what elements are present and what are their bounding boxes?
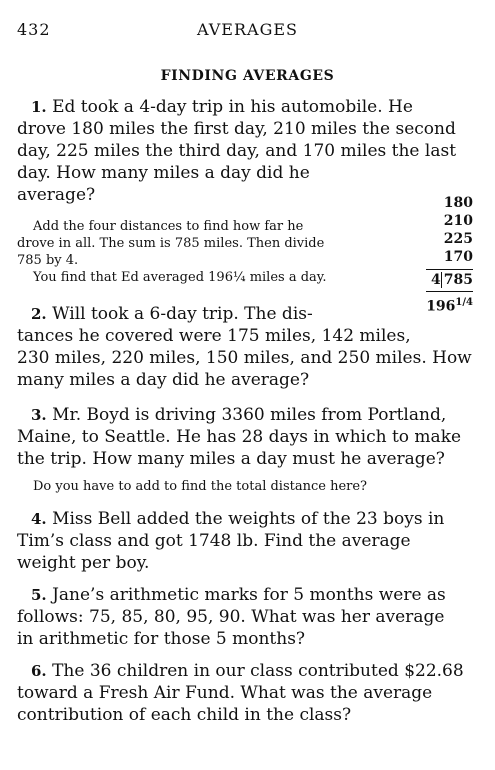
problem-number: 5. [31, 586, 47, 604]
problem-text: Jane’s arithmetic marks for 5 months were as [52, 585, 446, 605]
problem-line: contribution of each child in the class? [17, 705, 352, 725]
problem-line: many miles a day did he average? [17, 370, 310, 390]
problem-line: in arithmetic for those 5 months? [17, 629, 306, 649]
quotient-whole: 196 [426, 298, 456, 315]
note-line: You find that Ed averaged 196¼ miles a day. [33, 270, 327, 285]
dividend: 785 [441, 272, 473, 288]
problem-line: day. How many miles a day did he [17, 163, 310, 183]
problem-text: Miss Bell added the weights of the 23 boys in [52, 509, 445, 529]
worked-sum [444, 194, 473, 266]
problem-line [17, 96, 479, 118]
problem-line [17, 303, 377, 325]
problem-text: Will took a 6-day trip. The dis- [52, 304, 313, 324]
problem-line [17, 508, 479, 530]
problem-line [17, 584, 479, 606]
section-title: FINDING AVERAGES [160, 68, 335, 84]
problem-line: toward a Fresh Air Fund. What was the average [17, 683, 433, 703]
divisor: 4 [431, 272, 441, 288]
problem-3-hint: Do you have to add to find the total distance here? [33, 479, 368, 494]
problem-1-explanation [17, 218, 377, 286]
problem-line: Maine, to Seattle. He has 28 days in which to make [17, 427, 462, 447]
problem-line [17, 660, 479, 682]
problem-line: Tim’s class and got 1748 lb. Find the average [17, 531, 411, 551]
addend: 170 [443, 249, 473, 265]
problem-number: 4. [31, 510, 47, 528]
problem-line [17, 404, 479, 426]
problem-5 [17, 584, 479, 650]
problem-number: 1. [31, 98, 47, 116]
running-title: AVERAGES [196, 20, 298, 39]
note-line: drove in all. The sum is 785 miles. Then divide [17, 236, 325, 251]
problem-text: The 36 children in our class contributed $22.68 [52, 661, 464, 681]
quotient-fraction: 1/4 [455, 297, 473, 308]
problem-line: 230 miles, 220 miles, 150 miles, and 250 miles. How [17, 348, 472, 368]
problem-6 [17, 660, 479, 726]
addend: 180 [443, 195, 473, 211]
problem-line: follows: 75, 85, 80, 95, 90. What was her average [17, 607, 445, 627]
problem-1 [17, 96, 479, 206]
problem-number: 6. [31, 662, 47, 680]
problem-line: tances he covered were 175 miles, 142 miles, [17, 326, 411, 346]
problem-number: 2. [31, 305, 47, 323]
problem-line: drove 180 miles the first day, 210 miles the second [17, 119, 456, 139]
problem-line: day, 225 miles the third day, and 170 miles the last [17, 141, 457, 161]
problem-line: the trip. How many miles a day must he average? [17, 449, 445, 469]
addend: 210 [443, 213, 473, 229]
problem-number: 3. [31, 406, 47, 424]
division-line [426, 269, 473, 289]
problem-3 [17, 404, 479, 470]
problem-line: average? [17, 185, 96, 205]
problem-text: Ed took a 4-day trip in his automobile. He [52, 97, 413, 117]
problem-4 [17, 508, 479, 574]
problem-2 [17, 303, 479, 391]
note-line: 785 by 4. [17, 253, 79, 268]
problem-line: weight per boy. [17, 553, 150, 573]
problem-text: Mr. Boyd is driving 3360 miles from Portland, [52, 405, 447, 425]
addend: 225 [443, 231, 473, 247]
page-number: 432 [17, 20, 51, 39]
note-line: Add the four distances to find how far he [33, 219, 304, 234]
